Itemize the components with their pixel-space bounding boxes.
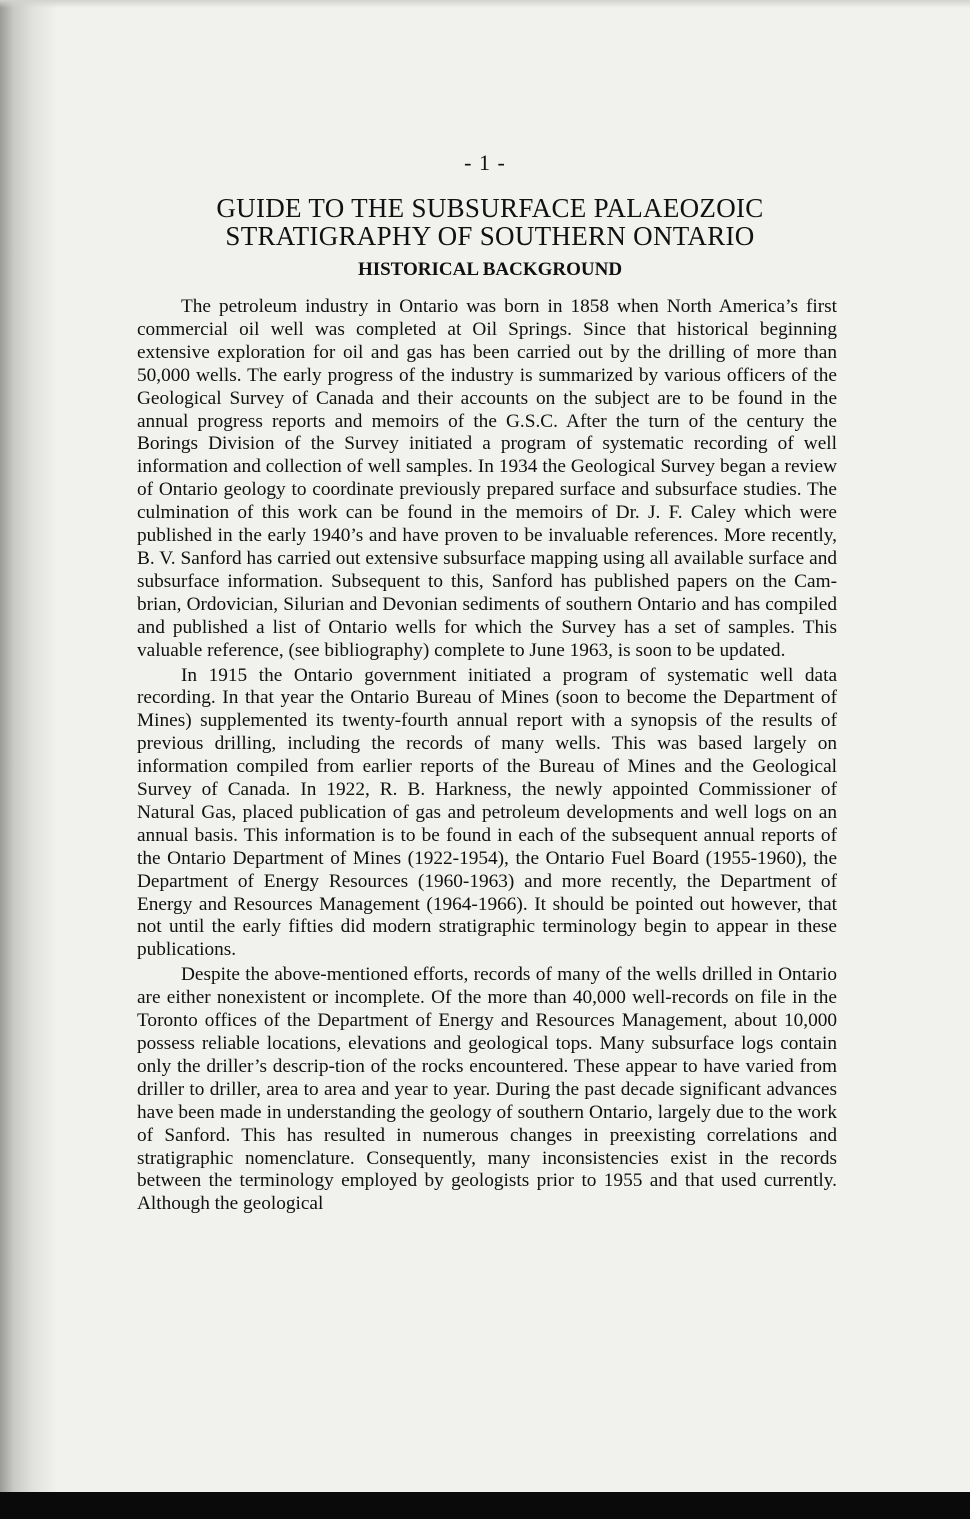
paragraph-1: The petroleum industry in Ontario was born in 1858 when North America’s first commercial oil well was completed at Oil Springs. Since that historical beginning extensive exploration for oil and gas has been carried out by the drilling of more than 50,000 wells. The early progress of the industry is summarized by various officers of the Geological Survey of Canada and their accounts on the subject are to be found in the annual progress reports and memoirs of the G.S.C. After the turn of the century the Borings Division of the Survey initiated a program of systematic recording of well information and collection of well samples. In 1934 the Geological Survey began a review of Ontario geology to coordinate previously prepared surface and subsurface studies. The culmination of this work can be found in the memoirs of Dr. J. F. Caley which were published in the early 1940’s and have proven to be invaluable references. More recently, B. V. Sanford has carried out extensive subsurface mapping using all available surface and subsurface information. Subsequent to this, Sanford has published papers on the Cam-brian, Ordovician, Silurian and Devonian sediments of southern Ontario and has compiled and published a list of Ontario wells for which the Survey has a set of samples. This valuable reference, (see bibliography) complete to June 1963, is soon to be updated. bbox=[137, 296, 837, 661]
body-text bbox=[137, 296, 837, 1218]
top-edge-shadow bbox=[0, 0, 970, 8]
scan-bottom-edge bbox=[0, 1492, 970, 1519]
document-title bbox=[130, 194, 850, 250]
paragraph-2: In 1915 the Ontario government initiated a program of systematic well data recording. In that year the Ontario Bureau of Mines (soon to become the Department of Mines) supplemented its twenty-fourth annual report with a synopsis of the results of previous drilling, including the records of many wells. This was based largely on information compiled from earlier reports of the Bureau of Mines and the Geological Survey of Canada. In 1922, R. B. Harkness, the newly appointed Commissioner of Natural Gas, placed publication of gas and petroleum developments and well logs on an annual basis. This information is to be found in each of the subsequent annual reports of the Ontario Department of Mines (1922-1954), the Ontario Fuel Board (1955-1960), the Department of Energy Resources (1960-1963) and more recently, the Department of Energy and Resources Management (1964-1966). It should be pointed out however, that not until the early fifties did modern stratigraphic terminology begin to appear in these publications. bbox=[137, 664, 837, 961]
section-heading: HISTORICAL BACKGROUND bbox=[357, 259, 623, 280]
binding-shadow bbox=[0, 0, 58, 1492]
page-number: - 1 - bbox=[464, 150, 506, 175]
title-line-1: GUIDE TO THE SUBSURFACE PALAEOZOIC bbox=[216, 193, 764, 223]
paragraph-3: Despite the above-mentioned efforts, records of many of the wells drilled in Ontario are either nonexistent or incomplete. Of the more than 40,000 well-records on file in the Toronto offices of the Department of Energy and Resources Management, about 10,000 possess reliable locations, elevations and geological tops. Many subsurface logs contain only the driller’s descrip-tion of the rocks encountered. These appear to have varied from driller to driller, area to area and year to year. During the past decade significant advances have been made in understanding the geology of southern Ontario, largely due to the work of Sanford. This has resulted in numerous changes in preexisting correlations and stratigraphic nomenclature. Consequently, many inconsistencies exist in the records between the terminology employed by geologists prior to 1955 and that used currently. Although the geological bbox=[137, 964, 837, 1215]
title-line-2: STRATIGRAPHY OF SOUTHERN ONTARIO bbox=[225, 221, 755, 251]
